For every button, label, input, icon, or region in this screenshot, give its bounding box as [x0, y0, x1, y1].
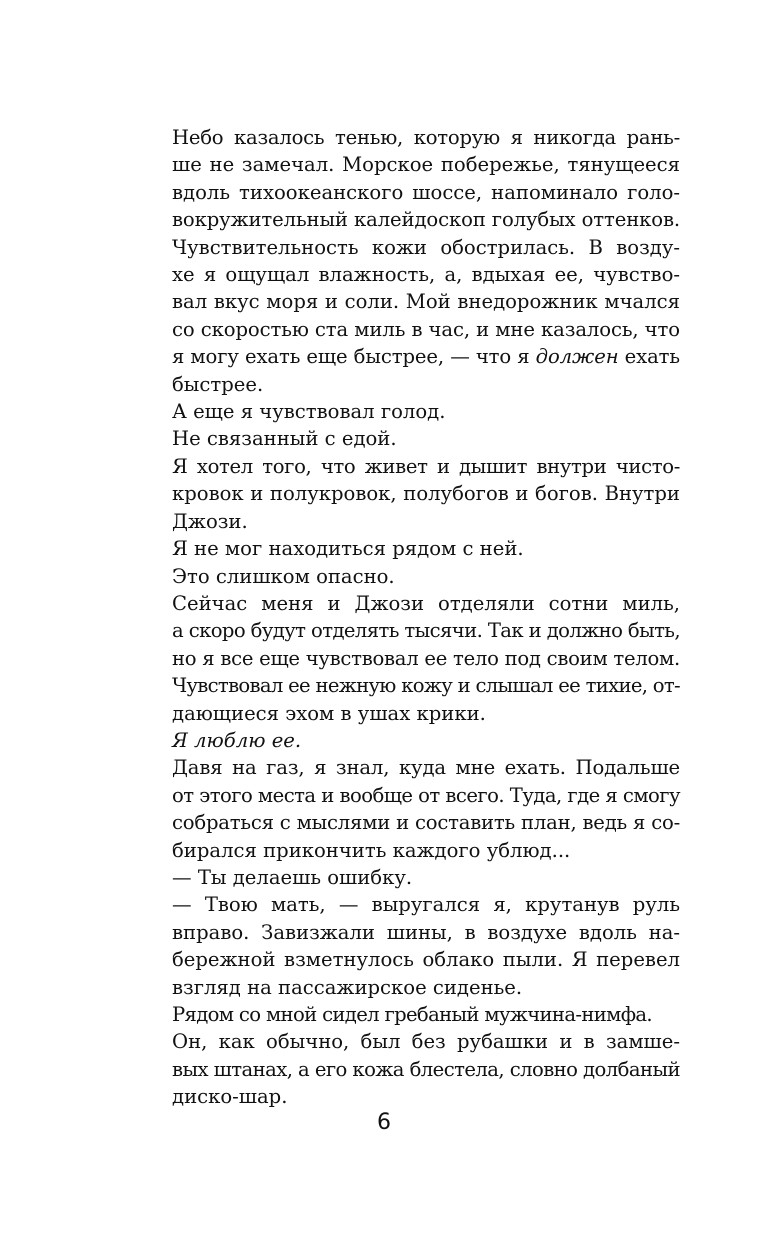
text-line: взгляд на пассажирское сиденье.	[172, 975, 523, 999]
text-segment: я могу ехать еще быстрее, — что я	[172, 345, 536, 369]
paragraph	[144, 124, 680, 398]
text-line: вдоль тихоокеанского шоссе, напоминало голо-	[172, 180, 680, 204]
text-line: дающиеся эхом в ушах крики.	[172, 701, 486, 725]
page-number: 6	[377, 1110, 391, 1135]
paragraph	[144, 425, 680, 452]
paragraph	[144, 1028, 680, 1110]
paragraph	[144, 727, 680, 754]
text-line: Не связанный с едой.	[172, 427, 397, 451]
text-line: вправо. Завизжали шины, в воздухе вдоль на-	[172, 920, 680, 944]
text-line: Я не мог находиться рядом с ней.	[172, 537, 524, 561]
text-line: быстрее.	[172, 372, 264, 396]
text-line: ше не замечал. Морское побережье, тянущееся	[172, 153, 680, 177]
text-line: вал вкус моря и соли. Мой внедорожник мчался	[172, 290, 680, 314]
paragraph	[144, 754, 680, 864]
text-line: Это слишком опасно.	[172, 564, 395, 588]
text-line	[144, 343, 680, 370]
text-line: вых штанах, а его кожа блестела, словно долбаный	[172, 1057, 680, 1081]
text-line: бережной взметнулось облако пыли. Я перевел	[172, 948, 680, 972]
text-line: Рядом со мной сидел гребаный мужчина-нимфа.	[172, 1003, 652, 1026]
text-line: Чувствительность кожи обострилась. В возду-	[172, 235, 680, 259]
text-line: хе я ощущал влажность, а, вдыхая ее, чувство-	[172, 263, 680, 287]
text-line: Сейчас меня и Джози отделяли сотни миль,	[172, 591, 680, 615]
paragraph	[144, 398, 680, 425]
text-line: диско-шар.	[172, 1085, 288, 1109]
text-line: от этого места и вообще от всего. Туда, где я смогу	[172, 783, 680, 807]
text-line: Чувствовал ее нежную кожу и слышал ее тихие, от-	[172, 674, 680, 698]
text-line: а скоро будут отделять тысячи. Так и должно быть,	[172, 619, 680, 643]
paragraph	[144, 453, 680, 535]
paragraph	[144, 563, 680, 590]
text-line: бирался прикончить каждого ублюд...	[172, 838, 571, 862]
text-line: А еще я чувствовал голод.	[172, 400, 446, 424]
text-line: Небо казалось тенью, которую я никогда рань-	[172, 126, 680, 149]
text-line: — Ты делаешь ошибку.	[172, 865, 413, 889]
text-line: Давя на газ, я знал, куда мне ехать. Подальше	[172, 756, 680, 780]
text-line: Он, как обычно, был без рубашки и в замше-	[172, 1030, 680, 1054]
paragraph	[144, 864, 680, 891]
text-line: кровок и полукровок, полубогов и богов. Внутри	[172, 482, 680, 506]
paragraph	[144, 535, 680, 562]
text-line: — Твою мать, — выругался я, крутанув руль	[172, 893, 680, 917]
text-line: Я люблю ее.	[172, 728, 302, 752]
paragraph	[144, 1001, 680, 1028]
text-line: Я хотел того, что живет и дышит внутри чисто-	[172, 454, 680, 478]
paragraph	[144, 891, 680, 1001]
text-line: вокружительный калейдоскоп голубых оттенков.	[172, 208, 680, 232]
paragraph	[144, 590, 680, 727]
text-segment: ехать	[618, 345, 680, 369]
text-line: со скоростью ста миль в час, и мне казалось, что	[172, 317, 680, 341]
text-line: Джози.	[172, 509, 248, 533]
emphasized-word: должен	[535, 345, 619, 369]
body-text	[144, 124, 680, 1111]
text-line: собраться с мыслями и составить план, ведь я со-	[172, 811, 680, 835]
text-line: но я все еще чувствовал ее тело под своим телом.	[172, 646, 680, 670]
